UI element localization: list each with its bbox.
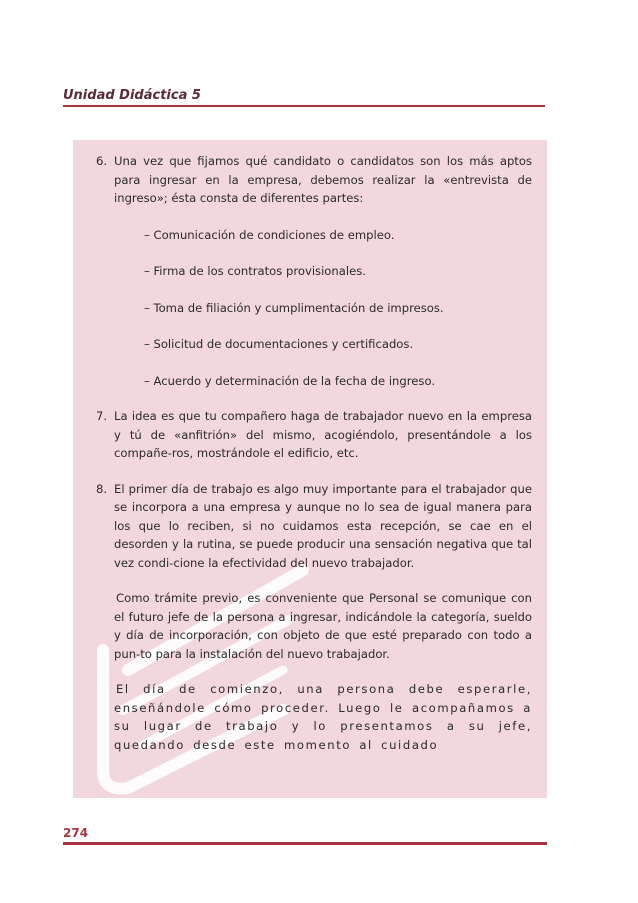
sub-list-item: – Acuerdo y determinación de la fecha de ingreso. [144, 373, 436, 388]
list-item [96, 152, 532, 390]
item-paragraph: El día de comienzo, una persona debe esperarle, enseñándole cómo proceder. Luego le acompañamos a su lugar de trabajo y lo presentamos a su jefe, quedando desde este momento al cuidado [114, 682, 532, 752]
item-text: Una vez que fijamos qué candidato o candidatos son los más aptos para ingresar en la empresa, debemos realizar la «entrevista de ingreso»; ésta consta de diferentes partes: [114, 154, 532, 205]
item-paragraph: Como trámite previo, es conveniente que Personal se comunique con el futuro jefe de la persona a ingresar, indicándole la categoría, sueldo y día de incorporación, con objeto de que esté preparado con todo a pun-to para la instalación del nuevo trabajador. [114, 591, 532, 661]
item-number: 6. [96, 154, 108, 168]
exercise-content [96, 152, 532, 754]
page-number: 274 [63, 826, 89, 840]
sub-list-item: – Firma de los contratos provisionales. [144, 264, 366, 278]
exercise-panel [73, 140, 547, 798]
item-number: 7. [96, 409, 108, 423]
list-item [96, 407, 532, 463]
header-divider [63, 105, 545, 107]
sub-list-item: – Solicitud de documentaciones y certificados. [144, 337, 414, 351]
item-text: El primer día de trabajo es algo muy importante para el trabajador que se incorpora a una empresa y aunque no lo sea de igual manera para los que lo reciben, si no cuidamos esta recepción, se cae en el desorden y la rutina, se puede producir una sensación negativa que tal vez condi-cione la efectividad del nuevo trabajador. [114, 481, 532, 570]
unit-title: Unidad Didáctica 5 [63, 88, 201, 103]
item-number: 8. [96, 481, 108, 496]
sub-list [114, 226, 532, 391]
list-item [96, 480, 532, 755]
footer-divider [63, 842, 547, 845]
item-text: La idea es que tu compañero haga de trabajador nuevo en la empresa y tú de «anfitrión» del mismo, acogiéndolo, presentándole a los compañe-ros, mostrándole el edificio, etc. [114, 409, 532, 460]
sub-list-item: – Toma de filiación y cumplimentación de impresos. [144, 300, 444, 315]
sub-list-item: – Comunicación de condiciones de empleo. [144, 227, 395, 242]
